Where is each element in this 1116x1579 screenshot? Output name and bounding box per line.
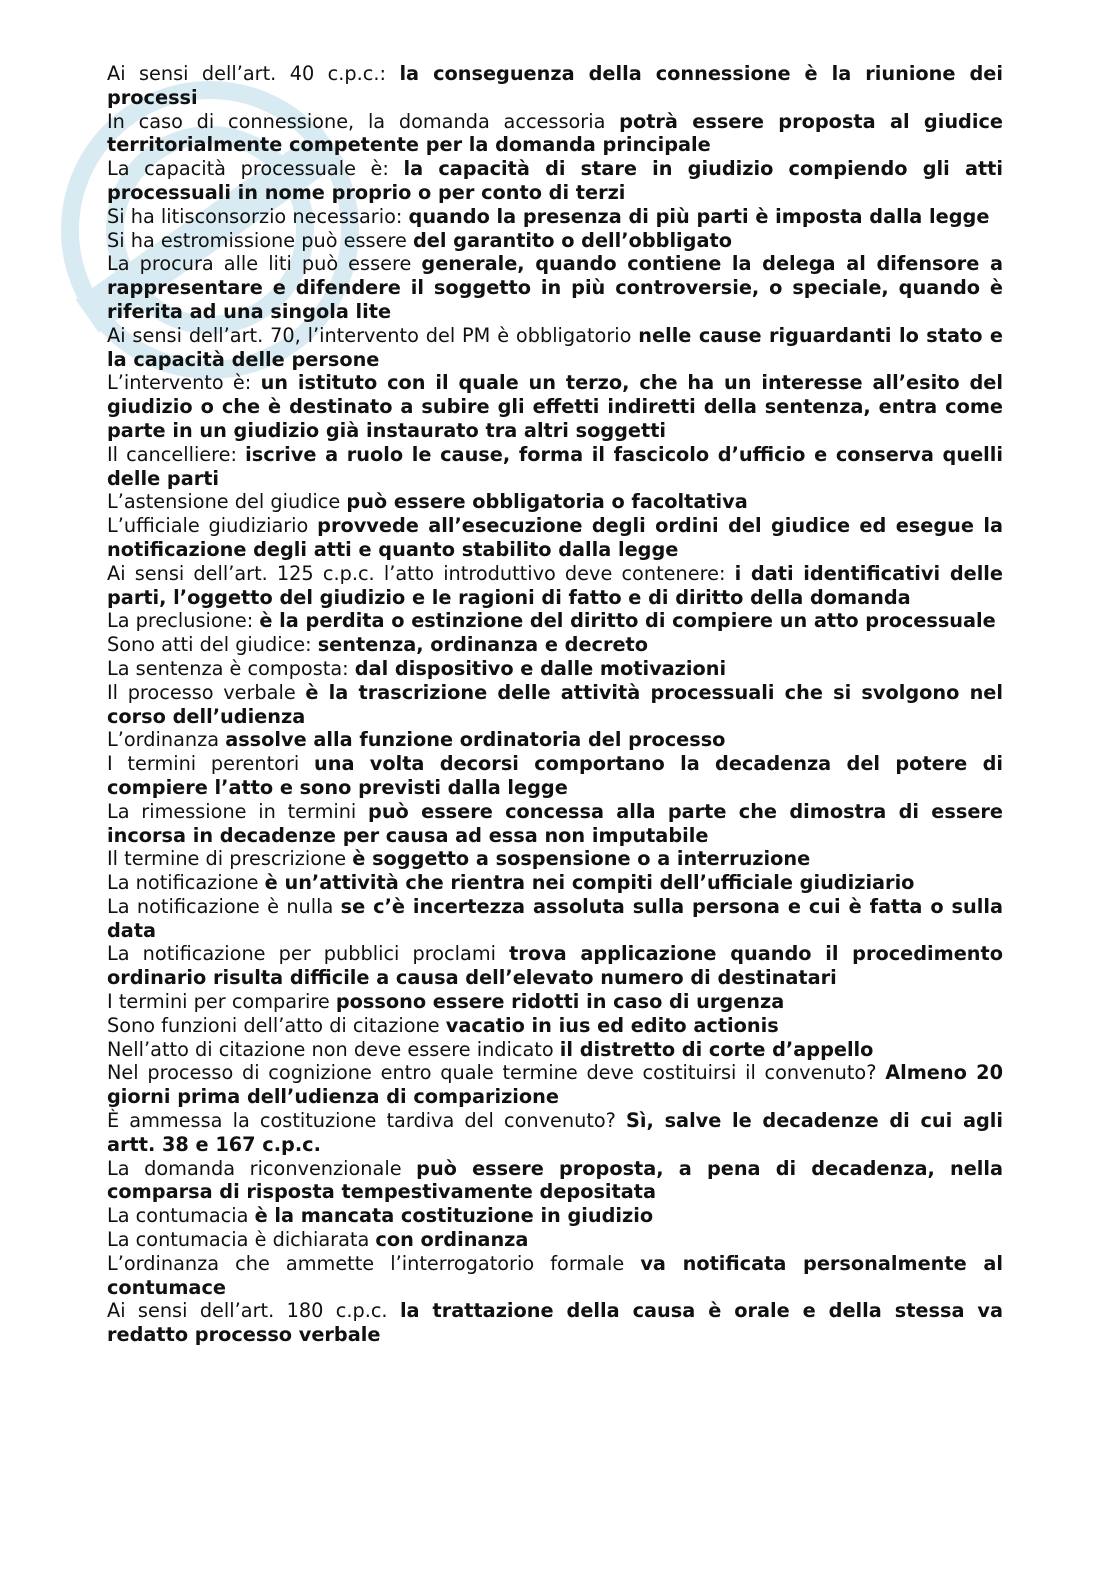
- answer: può essere obbligatoria o facoltativa: [346, 490, 748, 514]
- question: La notificazione per pubblici proclami: [107, 942, 510, 966]
- answer: nelle cause riguardanti lo stato e la capacità delle persone: [107, 323, 1004, 371]
- question: Ai sensi dell’art. 180 c.p.c.: [107, 1299, 400, 1323]
- answer: Sì, salve le decadenze di cui agli artt. 38 e 167 c.p.c.: [107, 1109, 1003, 1156]
- answer: sentenza, ordinanza e decreto: [317, 633, 648, 657]
- qa-entry: [107, 1204, 1003, 1228]
- question: La capacità processuale è:: [107, 157, 404, 181]
- question: La rimessione in termini: [107, 799, 369, 823]
- question: L’astensione del giudice: [107, 490, 347, 514]
- question: La domanda riconvenzionale: [107, 1156, 417, 1180]
- question: La preclusione:: [107, 609, 260, 633]
- answer: assolve alla funzione ordinatoria del processo: [225, 728, 726, 752]
- question: È ammessa la costituzione tardiva del convenuto?: [107, 1109, 627, 1133]
- question: La notificazione è nulla: [107, 894, 341, 918]
- qa-entry: [107, 800, 1003, 848]
- qa-entry: [107, 1061, 1003, 1109]
- answer: può essere proposta, a pena di decadenza, nella comparsa di risposta tempestivamente depositata: [107, 1156, 1003, 1204]
- answer: generale, quando contiene la delega al difensore a rappresentare e difendere il soggetto in più controversie, o speciale, quando è riferita ad una singola lite: [107, 252, 1003, 323]
- question: Sono atti del giudice:: [107, 633, 318, 657]
- answer: con ordinanza: [375, 1228, 529, 1252]
- question: L’ufficiale giudiziario: [107, 514, 318, 538]
- answer: va notificata personalmente al contumace: [107, 1251, 1003, 1299]
- answer: vacatio in ius ed edito actionis: [445, 1013, 779, 1037]
- question: La procura alle liti può essere: [107, 252, 422, 276]
- question: La sentenza è composta:: [107, 656, 355, 680]
- answer: il distretto di corte d’appello: [559, 1037, 874, 1061]
- qa-entry: [107, 62, 1003, 110]
- answer: se c’è incertezza assoluta sulla persona e cui è fatta o sulla data: [107, 894, 1003, 942]
- qa-entry: [107, 490, 1003, 514]
- qa-entry: [107, 633, 1003, 657]
- answer: è la mancata costituzione in giudizio: [254, 1204, 654, 1228]
- qa-entry: [107, 942, 1003, 990]
- question: L’ordinanza: [107, 728, 226, 752]
- qa-entry: [107, 609, 1003, 633]
- answer: un istituto con il quale un terzo, che ha un interesse all’esito del giudizio o che è destinato a subire gli effetti indiretti della sentenza, entra come parte in un giudizio già instaurato tra altri soggetti: [107, 371, 1003, 442]
- qa-entry: [107, 728, 1003, 752]
- question: Si ha litisconsorzio necessario:: [107, 204, 409, 228]
- question: L’intervento è:: [107, 371, 261, 395]
- question: I termini perentori: [107, 752, 314, 776]
- qa-entry: [107, 990, 1003, 1014]
- question: La notificazione: [107, 871, 265, 895]
- qa-entry: [107, 847, 1003, 871]
- qa-entry: [107, 895, 1003, 943]
- qa-entry: [107, 1252, 1003, 1300]
- answer: iscrive a ruolo le cause, forma il fascicolo d’ufficio e conserva quelli delle parti: [107, 442, 1003, 490]
- qa-entry: [107, 1109, 1003, 1157]
- question: Nel processo di cognizione entro quale termine deve costituirsi il convenuto?: [107, 1061, 886, 1085]
- qa-entry: [107, 443, 1003, 491]
- qa-entry: [107, 229, 1003, 253]
- answer: provvede all’esecuzione degli ordini del giudice ed esegue la notificazione degli atti e quanto stabilito dalla legge: [107, 514, 1003, 561]
- answer: è soggetto a sospensione o a interruzione: [352, 847, 811, 871]
- answer: del garantito o dell’obbligato: [412, 228, 732, 252]
- qa-entry: [107, 657, 1003, 681]
- answer: potrà essere proposta al giudice territorialmente competente per la domanda principale: [107, 109, 1003, 157]
- question: Ai sensi dell’art. 40 c.p.c.:: [107, 62, 400, 85]
- question: Ai sensi dell’art. 70, l’intervento del PM è obbligatorio: [107, 323, 639, 347]
- qa-entry: [107, 371, 1003, 442]
- qa-entry: [107, 324, 1003, 372]
- question: Il cancelliere:: [107, 442, 246, 466]
- qa-entry: [107, 205, 1003, 229]
- qa-entry: [107, 1299, 1003, 1347]
- question: L’ordinanza che ammette l’interrogatorio formale: [107, 1251, 641, 1275]
- answer: la capacità di stare in giudizio compiendo gli atti processuali in nome proprio o per conto di terzi: [107, 157, 1004, 204]
- qa-entry: [107, 157, 1003, 205]
- qa-entry: [107, 1014, 1003, 1038]
- qa-entry: [107, 871, 1003, 895]
- question: Il termine di prescrizione: [107, 847, 353, 871]
- qa-entry: [107, 514, 1003, 562]
- qa-entry: [107, 252, 1003, 323]
- answer: è un’attività che rientra nei compiti dell’ufficiale giudiziario: [264, 871, 915, 895]
- qa-entry: [107, 110, 1003, 158]
- question: Il processo verbale: [107, 680, 306, 704]
- question: La contumacia è dichiarata: [107, 1228, 376, 1252]
- answer: una volta decorsi comportano la decadenza del potere di compiere l’atto e sono previsti dalla legge: [107, 752, 1003, 799]
- answer: può essere concessa alla parte che dimostra di essere incorsa in decadenze per causa ad essa non imputabile: [107, 799, 1003, 847]
- qa-entry: [107, 1157, 1003, 1205]
- answer: i dati identificativi delle parti, l’oggetto del giudizio e le ragioni di fatto e di diritto della domanda: [107, 561, 1003, 609]
- answer: è la perdita o estinzione del diritto di compiere un atto processuale: [259, 609, 996, 633]
- question: In caso di connessione, la domanda accessoria: [107, 109, 620, 133]
- question: Si ha estromissione può essere: [107, 228, 413, 252]
- answer: Almeno 20 giorni prima dell’udienza di comparizione: [107, 1061, 1004, 1109]
- qa-entry: [107, 1228, 1003, 1252]
- answer: possono essere ridotti in caso di urgenza: [335, 990, 785, 1014]
- qa-entry: [107, 752, 1003, 800]
- answer: quando la presenza di più parti è imposta dalla legge: [408, 204, 990, 228]
- question: I termini per comparire: [107, 990, 336, 1014]
- question: Sono funzioni dell’atto di citazione: [107, 1013, 446, 1037]
- qa-entry: [107, 1038, 1003, 1062]
- question-answer-list: [107, 62, 1003, 1347]
- question: La contumacia: [107, 1204, 255, 1228]
- question: Ai sensi dell’art. 125 c.p.c. l’atto introduttivo deve contenere:: [107, 561, 735, 585]
- qa-entry: [107, 681, 1003, 729]
- answer: la trattazione della causa è orale e della stessa va redatto processo verbale: [107, 1299, 1003, 1347]
- answer: trova applicazione quando il procedimento ordinario risulta difficile a causa dell’elevato numero di destinatari: [107, 942, 1003, 990]
- answer: dal dispositivo e dalle motivazioni: [354, 656, 727, 680]
- answer: la conseguenza della connessione è la riunione dei processi: [107, 62, 1003, 109]
- question: Nell’atto di citazione non deve essere indicato: [107, 1037, 560, 1061]
- answer: è la trascrizione delle attività processuali che si svolgono nel corso dell’udienza: [107, 680, 1003, 728]
- qa-entry: [107, 562, 1003, 610]
